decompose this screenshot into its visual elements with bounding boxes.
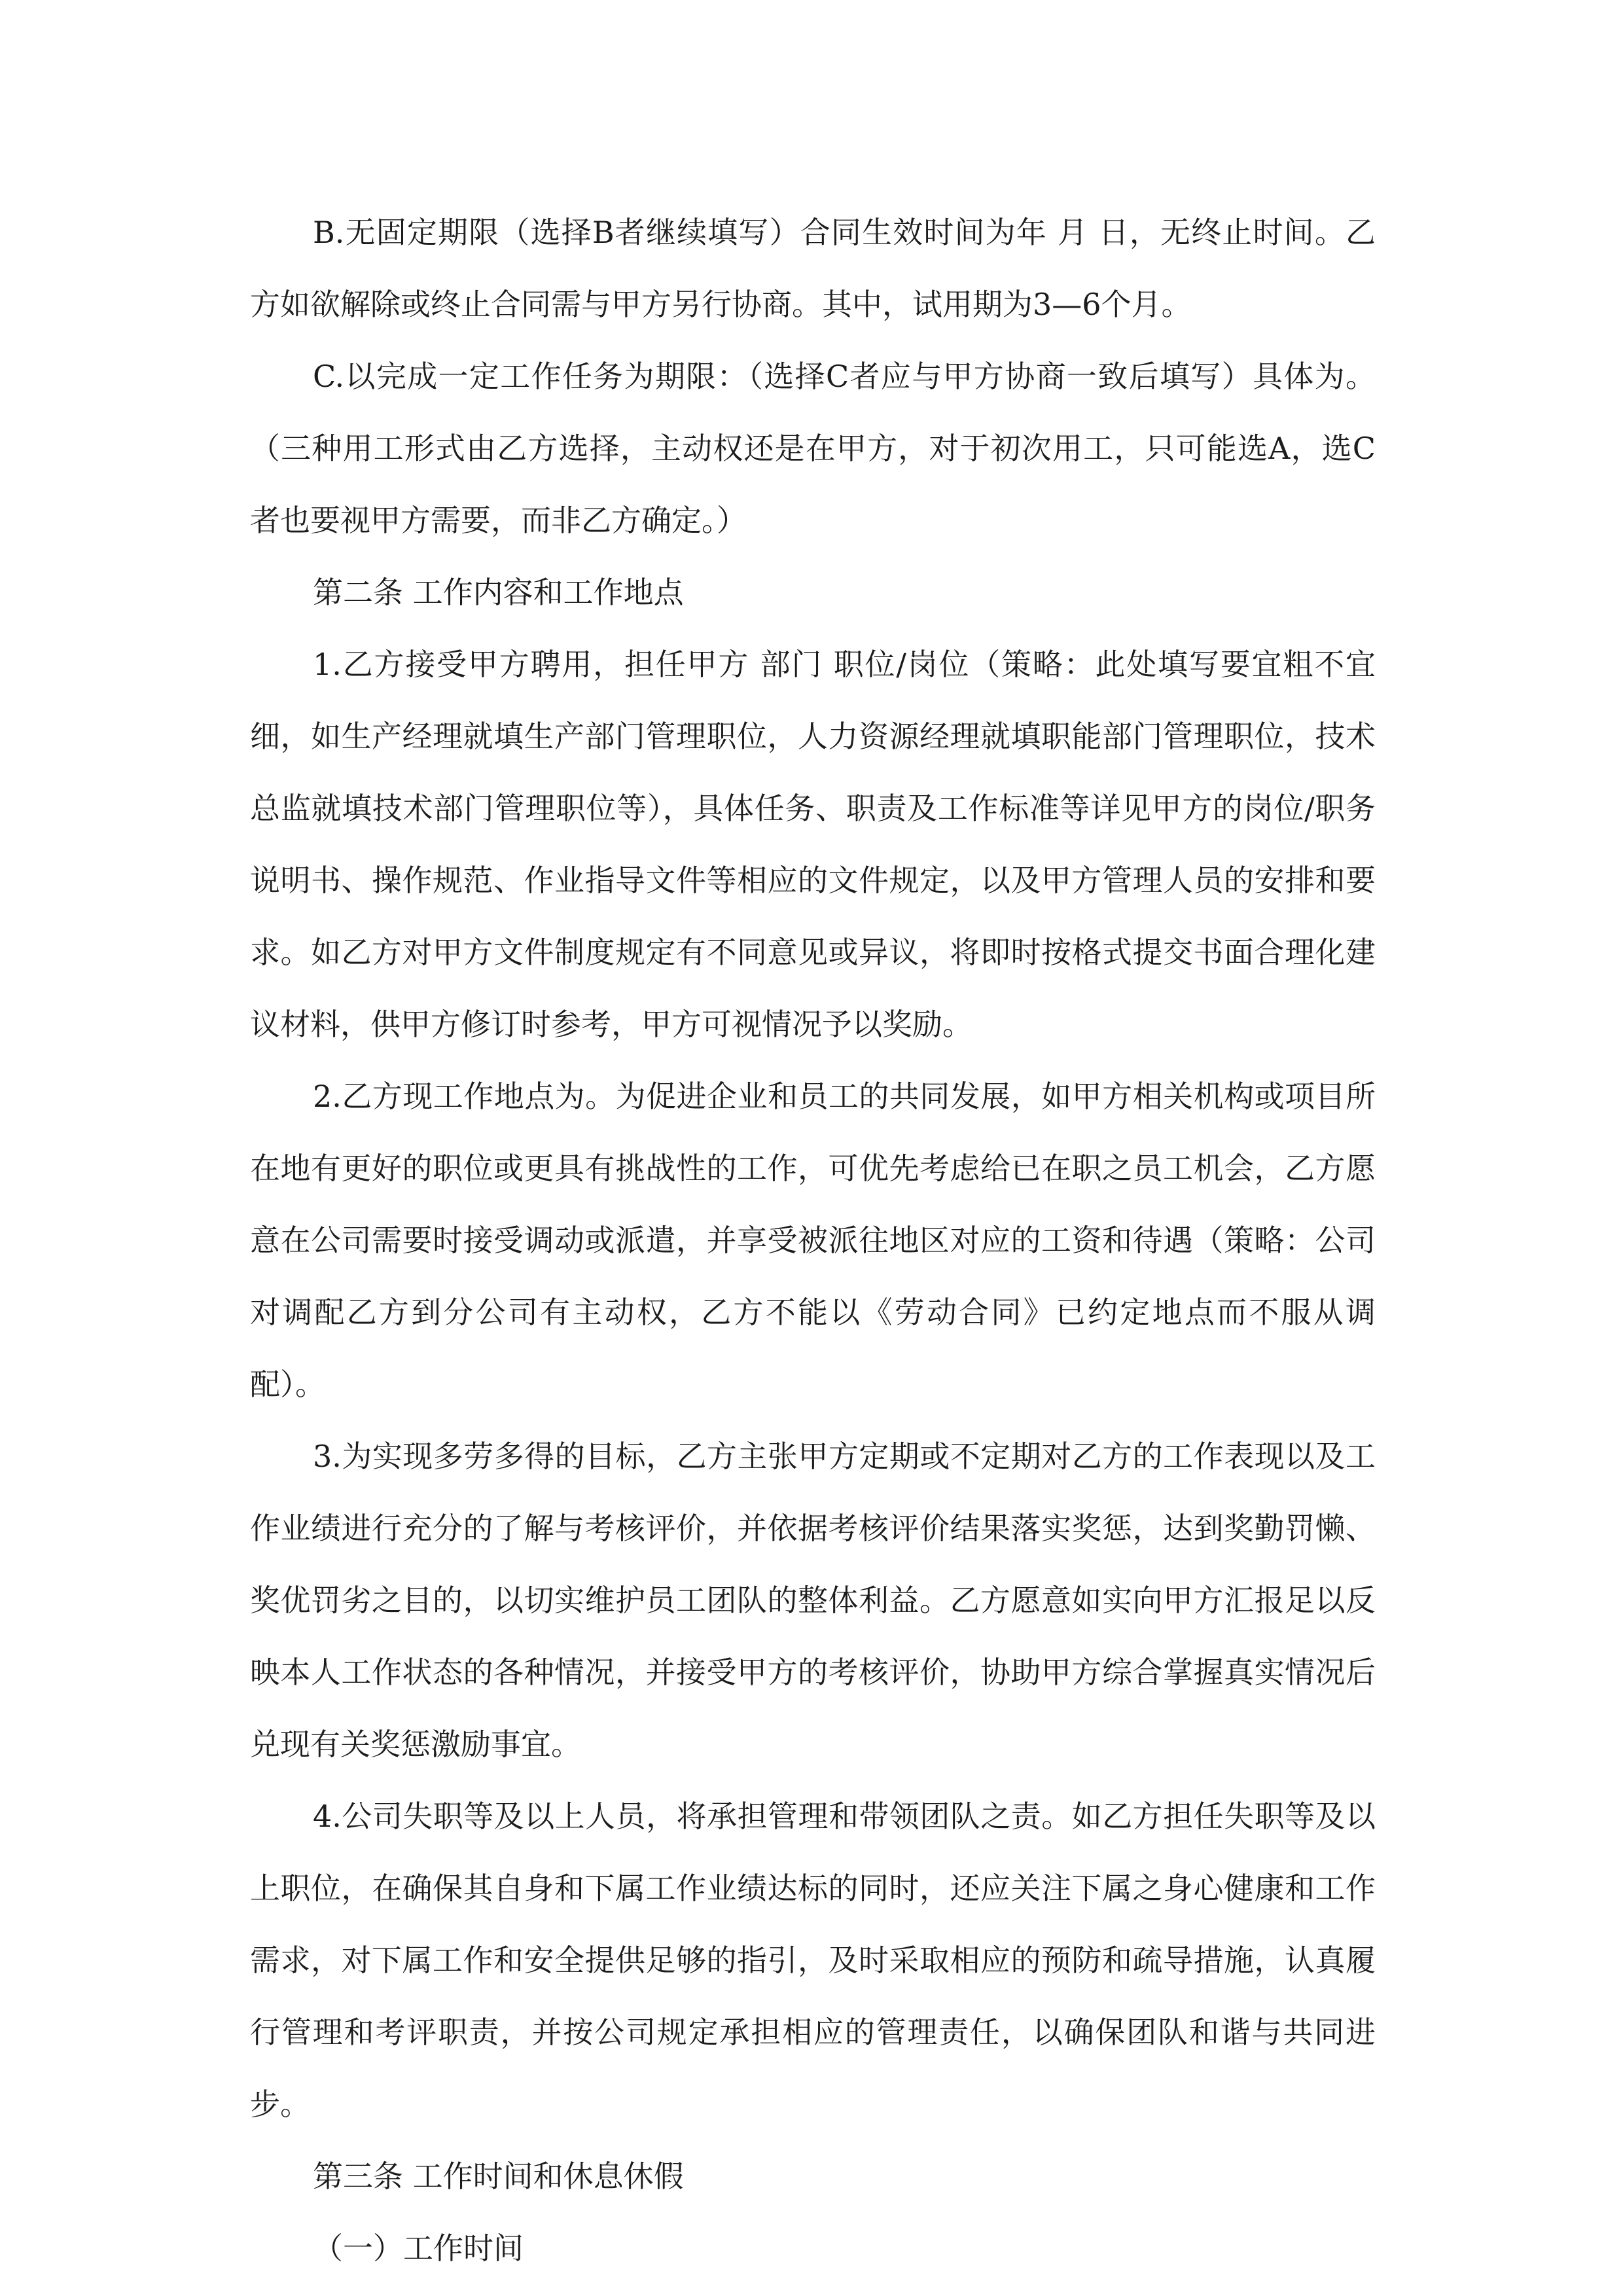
paragraph-article-2-item-4: 4.公司失职等及以上人员，将承担管理和带领团队之责。如乙方担任失职等及以上职位，在确保其自身和下属工作业绩达标的同时，还应关注下属之身心健康和工作需求，对下属工作和安全提供足够的指引，及时采取相应的预防和疏导措施，认真履行管理和考评职责，并按公司规定承担相应的管理责任，以确保团队和谐与共同进步。 — [250, 1799, 1376, 2122]
subsection-heading-work-time: （一）工作时间 — [313, 2231, 524, 2266]
paragraph-article-2-item-1: 1.乙方接受甲方聘用，担任甲方 部门 职位/岗位（策略：此处填写要宜粗不宜细，如生产经理就填生产部门管理职位，人力资源经理就填职能部门管理职位，技术总监就填技术部门管理职位等），具体任务、职责及工作标准等详见甲方的岗位/职务说明书、操作规范、作业指导文件等相应的文件规定，以及甲方管理人员的安排和要求。如乙方对甲方文件制度规定有不同意见或异议，将即时按格式提交书面合理化建议材料，供甲方修订时参考，甲方可视情况予以奖励。 — [250, 647, 1376, 1042]
paragraph-article-2-item-3: 3.为实现多劳多得的目标，乙方主张甲方定期或不定期对乙方的工作表现以及工作业绩进行充分的了解与考核评价，并依据考核评价结果落实奖惩，达到奖勤罚懒、奖优罚劣之目的，以切实维护员工团队的整体利益。乙方愿意如实向甲方汇报足以反映本人工作状态的各种情况，并接受甲方的考核评价，协助甲方综合掌握真实情况后兑现有关奖惩激励事宜。 — [250, 1439, 1376, 1762]
paragraph-term-option-b: B.无固定期限（选择B者继续填写）合同生效时间为年 月 日，无终止时间。乙方如欲解除或终止合同需与甲方另行协商。其中，试用期为3—6个月。 — [250, 215, 1376, 322]
paragraph-article-2-item-2: 2.乙方现工作地点为。为促进企业和员工的共同发展，如甲方相关机构或项目所在地有更好的职位或更具有挑战性的工作，可优先考虑给已在职之员工机会，乙方愿意在公司需要时接受调动或派遣，并享受被派往地区对应的工资和待遇（策略：公司对调配乙方到分公司有主动权，乙方不能以《劳动合同》已约定地点而不服从调配）。 — [250, 1079, 1376, 1402]
paragraph-term-option-c: C.以完成一定工作任务为期限：（选择C者应与甲方协商一致后填写）具体为。（三种用工形式由乙方选择，主动权还是在甲方，对于初次用工，只可能选A，选C者也要视甲方需要，而非乙方确定。） — [250, 359, 1376, 538]
section-heading-article-2: 第二条 工作内容和工作地点 — [313, 575, 684, 610]
section-heading-article-3: 第三条 工作时间和休息休假 — [313, 2159, 684, 2194]
document-body — [250, 196, 1376, 2284]
